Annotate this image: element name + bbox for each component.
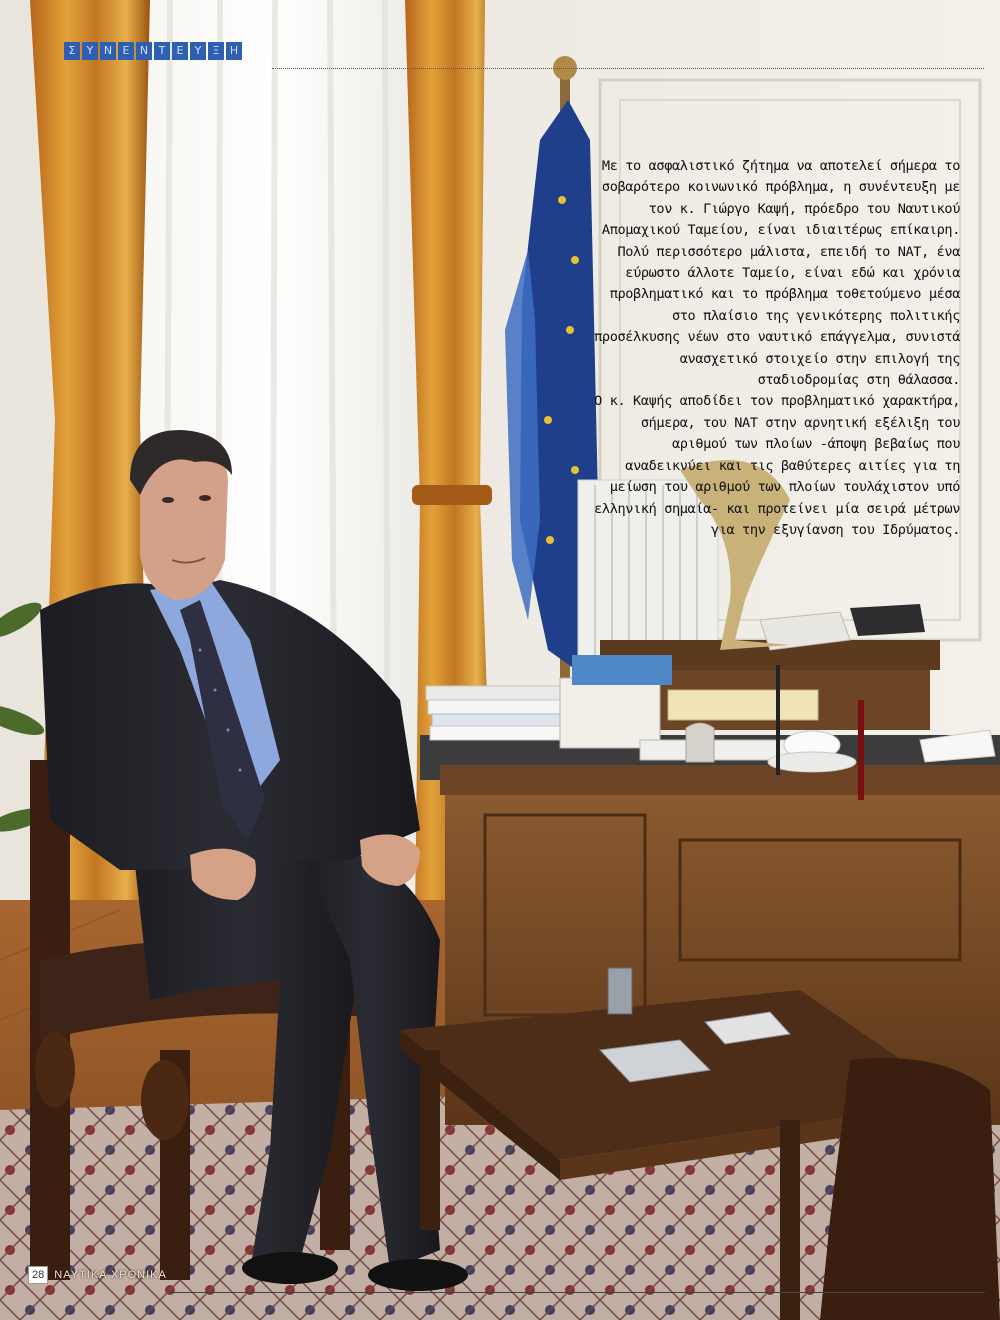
section-letter: Η bbox=[226, 42, 242, 60]
section-letter: Υ bbox=[82, 42, 98, 60]
intro-paragraph: Πολύ περισσότερο μάλιστα, επειδή το ΝΑΤ, ένα εύρωστο άλλοτε Ταμείο, είναι εδώ και χρόνια προβληματικό και το πρόβλημα τοθετούμενο μέσα στο πλαίσιο της γενικότερης πολιτικής προσέλκυσης νέων στο ναυτικό επάγγελμα, συνιστά ανασχετικό στοιχείο στην επιλογή της σταδιοδρομίας στη θάλασσα. bbox=[594, 243, 960, 389]
section-letter: Ξ bbox=[208, 42, 224, 60]
intro-paragraph: Ο κ. Καψής αποδίδει τον προβληματικό χαρακτήρα, σήμερα, του ΝΑΤ στην αρνητική εξέλιξη του αριθμού των πλοίων -άποψη βεβαίως που αναδεικνύει και τις βαθύτερες αιτίες για τη μείωση του αριθμού των πλοίων τουλάχιστον υπό ελληνική σημαία- και προτείνει μία σειρά μέτρων για την εξυγίανση του Ιδρύματος. bbox=[594, 393, 960, 538]
page-number: 28 bbox=[28, 1266, 48, 1284]
header-dotted-rule bbox=[272, 68, 984, 69]
magazine-name: ΝΑΥΤΙΚΑ ΧΡΟΝΙΚΑ bbox=[54, 1269, 167, 1281]
intro-paragraph: Με το ασφαλιστικό ζήτημα να αποτελεί σήμερα το σοβαρότερο κοινωνικό πρόβλημα, η συνέντευξη με τον κ. Γιώργο Καψή, πρόεδρο του Ναυτικού Απομαχικού Ταμείου, είναι ιδιαιτέρως επίκαιρη. bbox=[601, 158, 960, 239]
section-header-band bbox=[64, 42, 242, 60]
page-footer bbox=[28, 1266, 167, 1284]
interview-intro bbox=[588, 156, 960, 541]
section-letter: Ε bbox=[172, 42, 188, 60]
section-letter: Υ bbox=[190, 42, 206, 60]
section-letter: Τ bbox=[154, 42, 170, 60]
section-letter: Ν bbox=[136, 42, 152, 60]
section-letter: Ε bbox=[118, 42, 134, 60]
section-letter: Σ bbox=[64, 42, 80, 60]
footer-rule bbox=[170, 1292, 985, 1293]
section-letter: Ν bbox=[100, 42, 116, 60]
